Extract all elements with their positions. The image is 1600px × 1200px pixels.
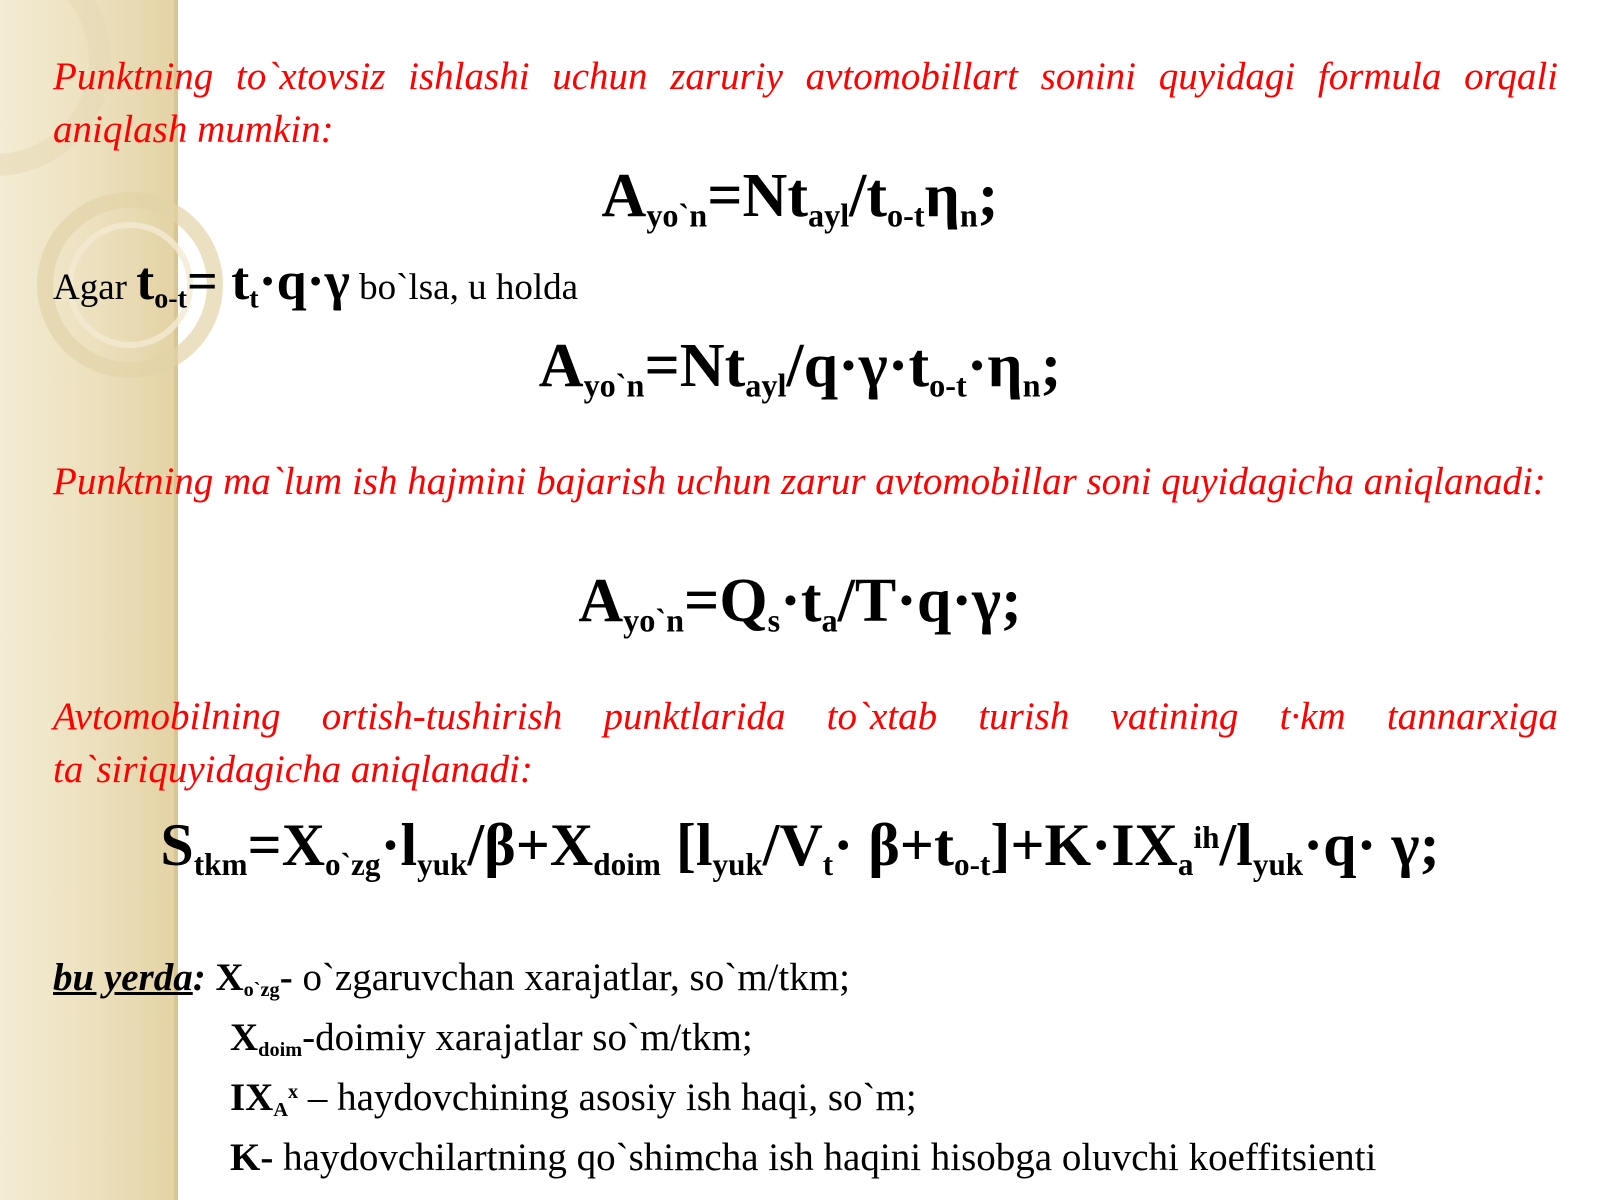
formula-1-ot: o-t: [887, 197, 925, 234]
condition-q-gamma: ·q·γ: [258, 251, 350, 311]
definition-3-text: – haydovchining asosiy ish haqi, so`m;: [298, 1076, 917, 1119]
formula-4-beta-t: · β+t: [833, 812, 954, 878]
formula-4-slash-l: /l: [1219, 812, 1253, 878]
definition-1-text: o`zgaruvchan xarajatlar, so`m/tkm;: [292, 956, 850, 999]
condition-line: [53, 250, 578, 315]
formula-4-yuk3: yuk: [1252, 846, 1304, 882]
definition-1-symbol: X: [215, 956, 244, 999]
definition-1-dash: -: [279, 956, 293, 999]
formula-2-eta: ·η: [966, 332, 1023, 400]
formula-3-s: s: [767, 602, 781, 639]
formula-2-end: ;: [1040, 332, 1062, 400]
definition-3-sub: A: [273, 1099, 288, 1122]
formula-4-eqx: =X: [247, 812, 326, 878]
definition-fixed-costs: [230, 1015, 753, 1062]
formula-2-ot: o-t: [929, 367, 967, 404]
definition-1-sub: o`zg: [243, 979, 280, 1002]
definition-coefficient-k: [230, 1135, 1376, 1180]
intro-paragraph-2: Punktning ma`lum ish hajmini bajarish uchun zarur avtomobillar soni quyidagicha aniqlanadi:: [53, 460, 1546, 503]
condition-t-sub: o-t: [154, 283, 187, 315]
condition-suffix: bo`lsa, u holda: [349, 267, 579, 308]
formula-2-ayl: ayl: [745, 367, 787, 404]
definition-3-symbol: IX: [230, 1076, 274, 1119]
formula-1-slash: /t: [849, 162, 888, 230]
formula-3-t: ·t: [780, 567, 822, 635]
definitions-intro-colon: :: [192, 956, 206, 999]
intro-paragraph-1: Punktning to`xtovsiz ishlashi uchun zaruriy avtomobillart sonini quyidagi formula orqali aniqlash mumkin:: [53, 55, 1558, 151]
definitions-intro: bu yerda: [53, 956, 193, 999]
formula-cost-per-tkm: [0, 812, 1600, 882]
formula-4-yuk1: yuk: [417, 846, 468, 882]
condition-prefix: Agar: [53, 267, 137, 308]
formula-3-a-sub2: a: [821, 602, 838, 639]
formula-1-eta-sub: n: [959, 197, 978, 234]
definition-variable-costs: [53, 955, 850, 1002]
formula-4-end: ·q· γ;: [1303, 812, 1440, 878]
formula-4-t-sub: t: [822, 846, 834, 882]
formula-2-mid: /q·γ·t: [786, 332, 930, 400]
formula-1-eta: η: [924, 162, 960, 230]
formula-4-beta-x: /β+X: [467, 812, 594, 878]
formula-3-a: A: [578, 567, 624, 635]
formula-vehicle-count-2: [0, 332, 1600, 404]
formula-1-ayl: ayl: [807, 197, 850, 234]
formula-2-a: A: [538, 332, 584, 400]
definition-3-sup: x: [287, 1080, 299, 1103]
definition-4-symbol: K-: [230, 1136, 274, 1179]
condition-t: t: [136, 251, 155, 311]
definition-4-text: haydovchilartning qo`shimcha ish haqini hisobga oluvchi koeffitsienti: [273, 1136, 1377, 1179]
formula-3-a-sub: yo`n: [623, 602, 685, 639]
definition-2-text: -doimiy xarajatlar so`m/tkm;: [302, 1016, 753, 1059]
condition-t2-sub: t: [249, 283, 259, 315]
formula-4-ot: o-t: [953, 846, 991, 882]
formula-4-ih-sup: ih: [1193, 819, 1220, 855]
formula-4-k-ix: ]+K·IX: [990, 812, 1178, 878]
formula-2-eta-sub: n: [1022, 367, 1041, 404]
formula-4-s: S: [160, 812, 194, 878]
formula-1-a-sub: yo`n: [646, 197, 708, 234]
formula-4-l: ·l: [380, 812, 418, 878]
formula-4-tkm: tkm: [193, 846, 248, 882]
condition-eq-t: = t: [186, 251, 250, 311]
formula-4-v: /V: [762, 812, 823, 878]
intro-paragraph-3: Avtomobilning ortish-tushirish punktlarida to`xtab turish vatining t·km tannarxiga ta`siriquyidagicha aniqlanadi:: [53, 695, 1558, 791]
formula-4-yuk2: yuk: [712, 846, 763, 882]
formula-2-a-sub: yo`n: [583, 367, 645, 404]
definition-2-symbol: X: [230, 1016, 259, 1059]
formula-3-end: /T·q·γ;: [837, 567, 1022, 635]
formula-4-bracket-l: [l: [660, 812, 713, 878]
formula-1-a: A: [601, 162, 647, 230]
formula-3-eq: =Q: [684, 567, 768, 635]
formula-1-eq: =Nt: [707, 162, 808, 230]
formula-4-doim: doim: [593, 846, 661, 882]
definition-2-sub: doim: [258, 1039, 303, 1062]
formula-1-end: ;: [977, 162, 999, 230]
formula-4-a-sub: a: [1177, 846, 1194, 882]
formula-vehicle-count-1: [0, 162, 1600, 234]
formula-2-eq: =Nt: [644, 332, 746, 400]
definition-driver-wage: [230, 1075, 917, 1122]
formula-vehicle-count-3: [0, 567, 1600, 639]
formula-4-ozg: o`zg: [325, 846, 381, 882]
